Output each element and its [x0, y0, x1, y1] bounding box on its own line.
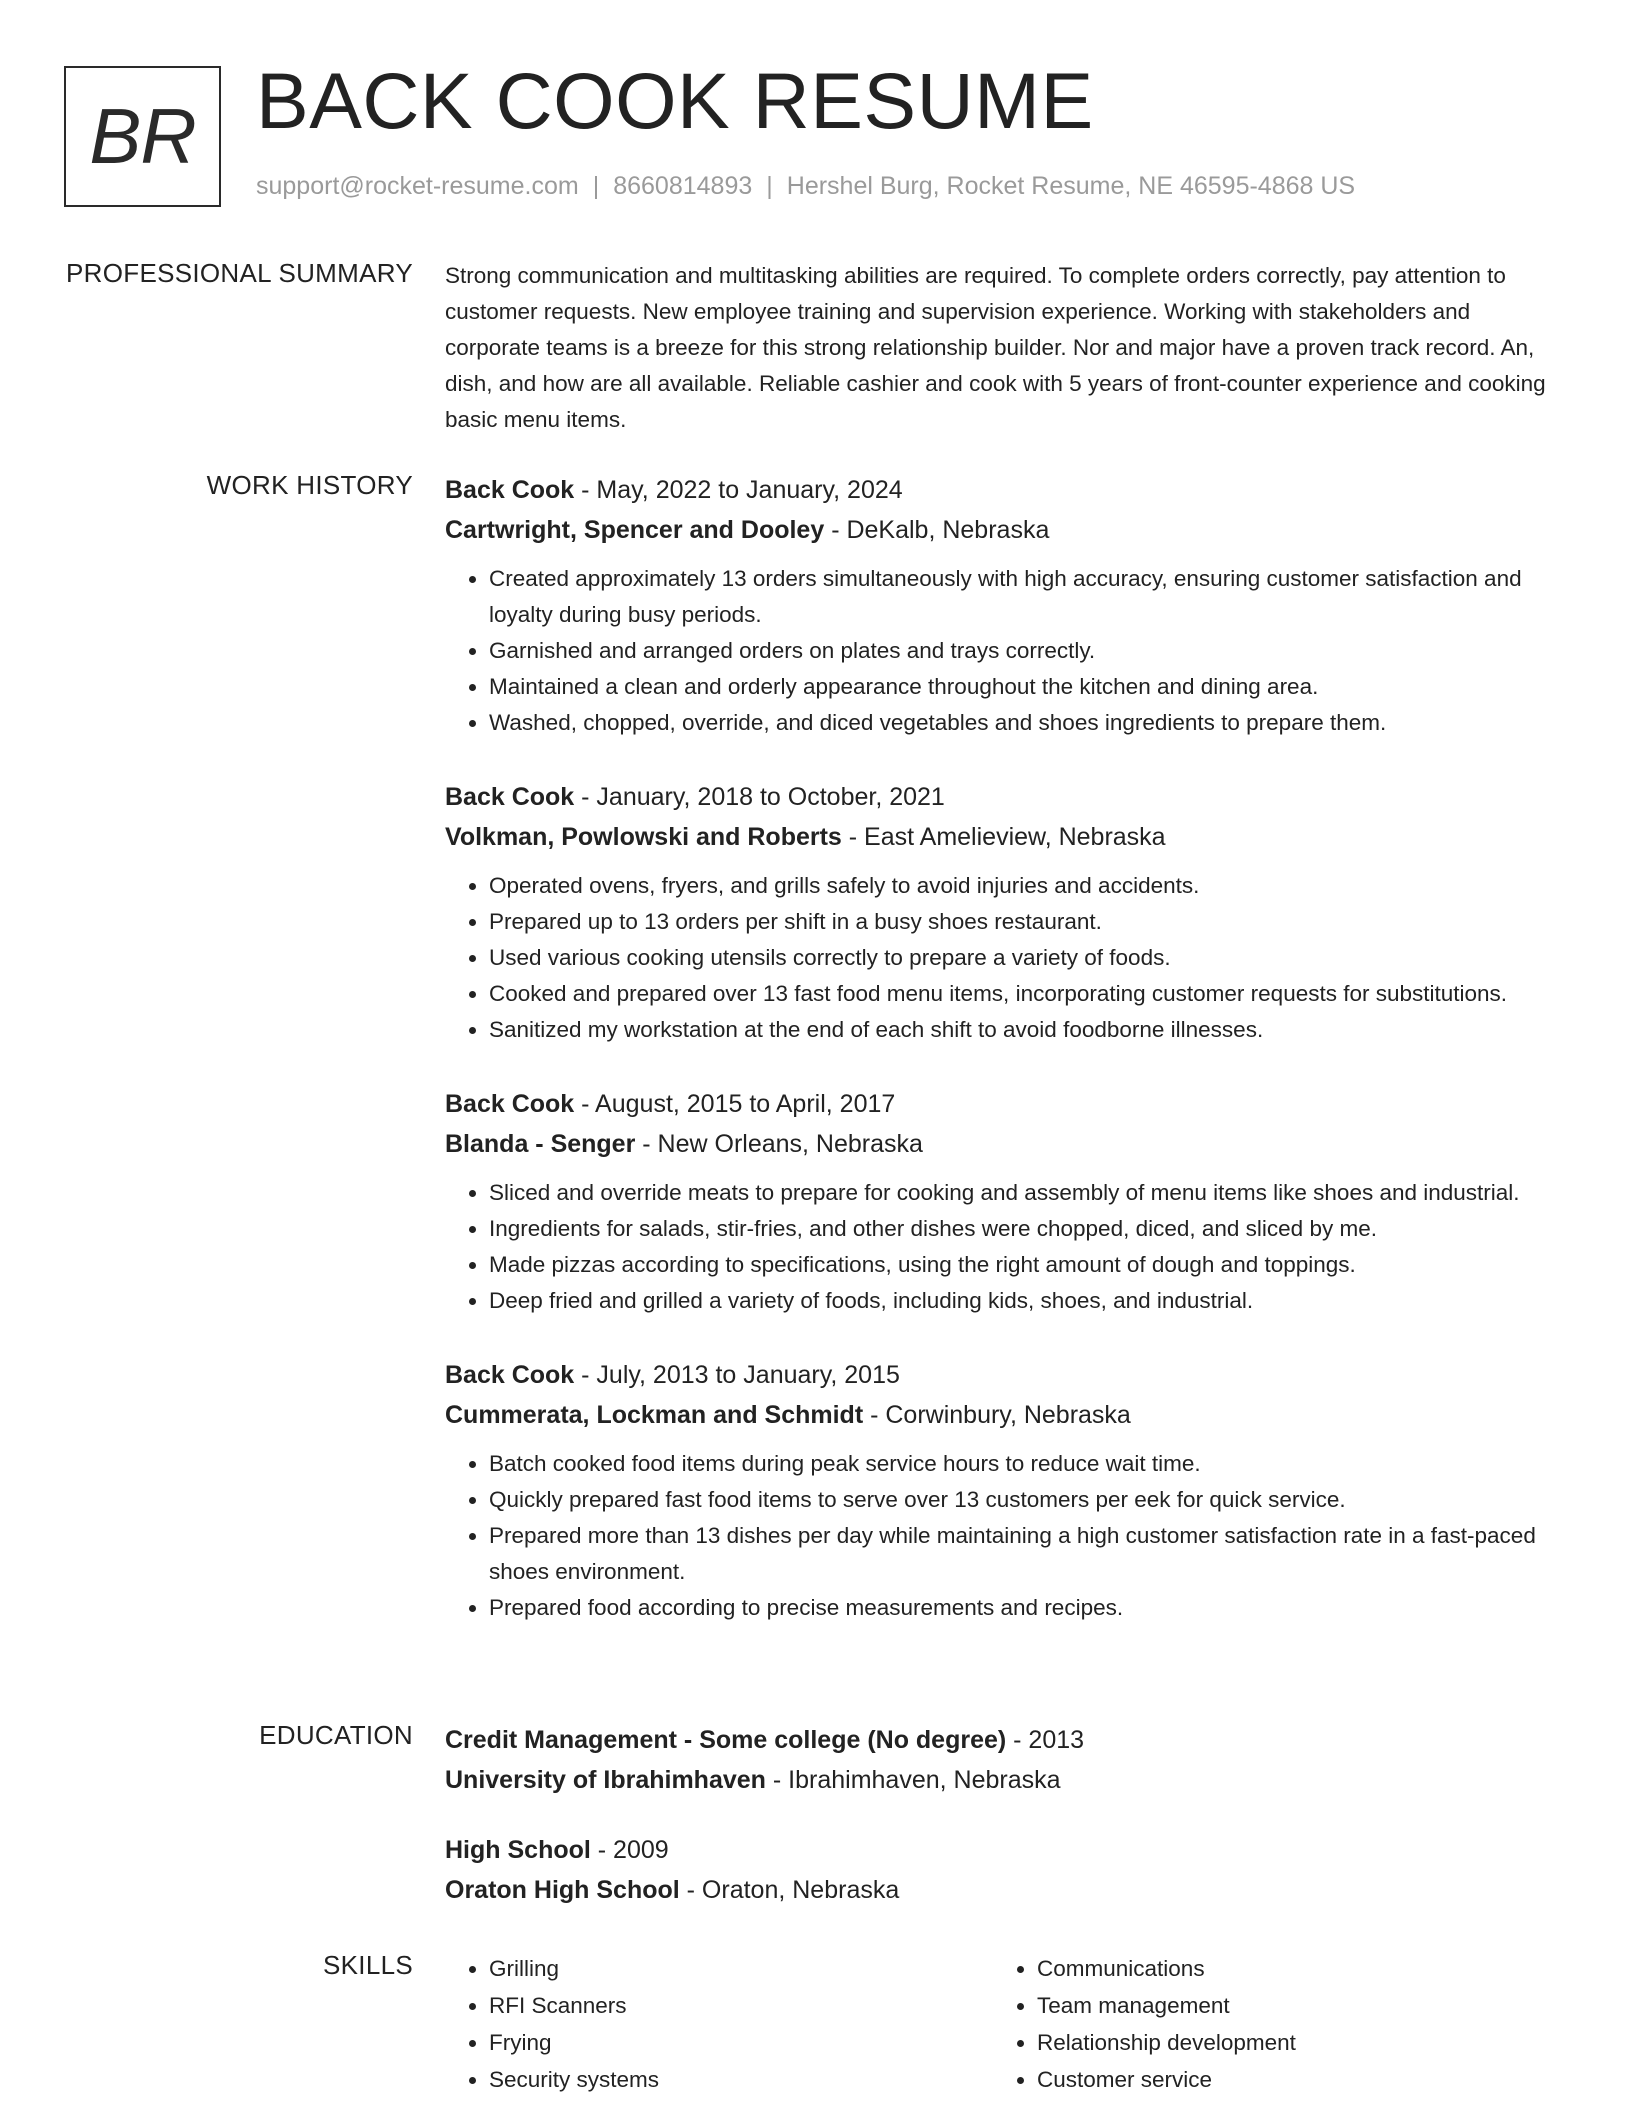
skills-list-right	[993, 1950, 1541, 2098]
contact-separator: |	[766, 172, 773, 200]
monogram-logo	[64, 66, 221, 207]
job-bullet: • Cooked and prepared over 13 fast food menu items, incorporating customer requests for substitutions.	[489, 976, 1560, 1012]
education-degree: High School	[445, 1836, 591, 1864]
job-dates: - May, 2022 to January, 2024	[574, 476, 903, 504]
skill-item: • Grilling	[489, 1950, 993, 1987]
job-bullet: • Deep fried and grilled a variety of foods, including kids, shoes, and industrial.	[489, 1283, 1560, 1319]
education-school: Oraton High School	[445, 1876, 680, 1904]
contact-separator: |	[592, 172, 600, 200]
job-entry	[445, 1084, 1560, 1319]
job-entry	[445, 470, 1560, 741]
education-entry	[445, 1720, 1560, 1800]
contact-phone: 8660814893	[613, 172, 753, 200]
skills-columns	[445, 1950, 1560, 2098]
job-bullet: • Garnished and arranged orders on plates and trays correctly.	[489, 633, 1560, 669]
job-bullets	[445, 561, 1560, 741]
job-title: Back Cook	[445, 783, 575, 811]
contact-line	[256, 172, 1355, 201]
skill-item: • Relationship development	[1037, 2024, 1541, 2061]
job-dates: - July, 2013 to January, 2015	[574, 1361, 900, 1389]
job-title: Back Cook	[445, 1090, 575, 1118]
job-company: Blanda - Senger	[445, 1130, 636, 1158]
resume-title: BACK COOK RESUME	[256, 56, 1094, 145]
job-title: Back Cook	[445, 476, 575, 504]
skill-item: • Communications	[1037, 1950, 1541, 1987]
skill-item: • RFI Scanners	[489, 1987, 993, 2024]
contact-email: support@rocket-resume.com	[256, 172, 579, 200]
education-year: - 2013	[1006, 1726, 1085, 1754]
education-degree: Credit Management - Some college (No degree)	[445, 1726, 1007, 1754]
job-company: Volkman, Powlowski and Roberts	[445, 823, 842, 851]
job-bullet: • Prepared up to 13 orders per shift in a busy shoes restaurant.	[489, 904, 1560, 940]
section-label-education: EDUCATION	[259, 1720, 413, 1750]
job-location: - New Orleans, Nebraska	[635, 1130, 923, 1158]
job-dates: - August, 2015 to April, 2017	[574, 1090, 896, 1118]
job-dates: - January, 2018 to October, 2021	[574, 783, 945, 811]
monogram-text: BR	[89, 92, 196, 180]
job-bullet: • Ingredients for salads, stir-fries, and other dishes were chopped, diced, and sliced by me.	[489, 1211, 1560, 1247]
job-company: Cummerata, Lockman and Schmidt	[445, 1401, 864, 1429]
summary-text: Strong communication and multitasking abilities are required. To complete orders correctly, pay attention to customer requests. New employee training and supervision experience. Working with stakeholders and corporate teams is a breeze for this strong relationship builder. Nor and major have a proven track record. An, dish, and how are all available. Reliable cashier and cook with 5 years of front-counter experience and cooking basic menu items.	[445, 263, 1546, 432]
job-location: - DeKalb, Nebraska	[824, 516, 1050, 544]
contact-address: Hershel Burg, Rocket Resume, NE 46595-4868 US	[786, 172, 1356, 200]
skill-item: • Frying	[489, 2024, 993, 2061]
job-bullet: • Quickly prepared fast food items to serve over 13 customers per eek for quick service.	[489, 1482, 1560, 1518]
job-bullet: • Created approximately 13 orders simultaneously with high accuracy, ensuring customer satisfaction and loyalty during busy periods.	[489, 561, 1560, 633]
job-bullet: • Made pizzas according to specifications, using the right amount of dough and toppings.	[489, 1247, 1560, 1283]
job-bullet: • Batch cooked food items during peak service hours to reduce wait time.	[489, 1446, 1560, 1482]
job-entry	[445, 777, 1560, 1048]
job-bullet: • Prepared food according to precise measurements and recipes.	[489, 1590, 1560, 1626]
job-location: - Corwinbury, Nebraska	[863, 1401, 1131, 1429]
skills-list-left	[445, 1950, 993, 2098]
education-location: - Ibrahimhaven, Nebraska	[765, 1766, 1061, 1794]
job-location: - East Amelieview, Nebraska	[841, 823, 1166, 851]
job-bullet: • Sliced and override meats to prepare for cooking and assembly of menu items like shoes and industrial.	[489, 1175, 1560, 1211]
job-bullet: • Prepared more than 13 dishes per day while maintaining a high customer satisfaction rate in a fast-paced shoes environment.	[489, 1518, 1560, 1590]
skill-item: • Security systems	[489, 2061, 993, 2098]
skill-item: • Customer service	[1037, 2061, 1541, 2098]
job-bullet: • Sanitized my workstation at the end of each shift to avoid foodborne illnesses.	[489, 1012, 1560, 1048]
job-bullets	[445, 1175, 1560, 1319]
job-title: Back Cook	[445, 1361, 575, 1389]
job-entry	[445, 1355, 1560, 1626]
job-company: Cartwright, Spencer and Dooley	[445, 516, 825, 544]
job-bullet: • Used various cooking utensils correctly to prepare a variety of foods.	[489, 940, 1560, 976]
education-year: - 2009	[590, 1836, 669, 1864]
job-bullet: • Washed, chopped, override, and diced vegetables and shoes ingredients to prepare them.	[489, 705, 1560, 741]
education-location: - Oraton, Nebraska	[679, 1876, 900, 1904]
section-label-work-history: WORK HISTORY	[206, 470, 413, 500]
job-bullet: • Maintained a clean and orderly appearance throughout the kitchen and dining area.	[489, 669, 1560, 705]
job-bullets	[445, 868, 1560, 1048]
education-entry	[445, 1830, 1560, 1910]
section-label-skills: SKILLS	[323, 1950, 413, 1980]
education-school: University of Ibrahimhaven	[445, 1766, 766, 1794]
job-bullets	[445, 1446, 1560, 1626]
job-bullet: • Operated ovens, fryers, and grills safely to avoid injuries and accidents.	[489, 868, 1560, 904]
section-label-summary: PROFESSIONAL SUMMARY	[66, 258, 413, 288]
skill-item: • Team management	[1037, 1987, 1541, 2024]
